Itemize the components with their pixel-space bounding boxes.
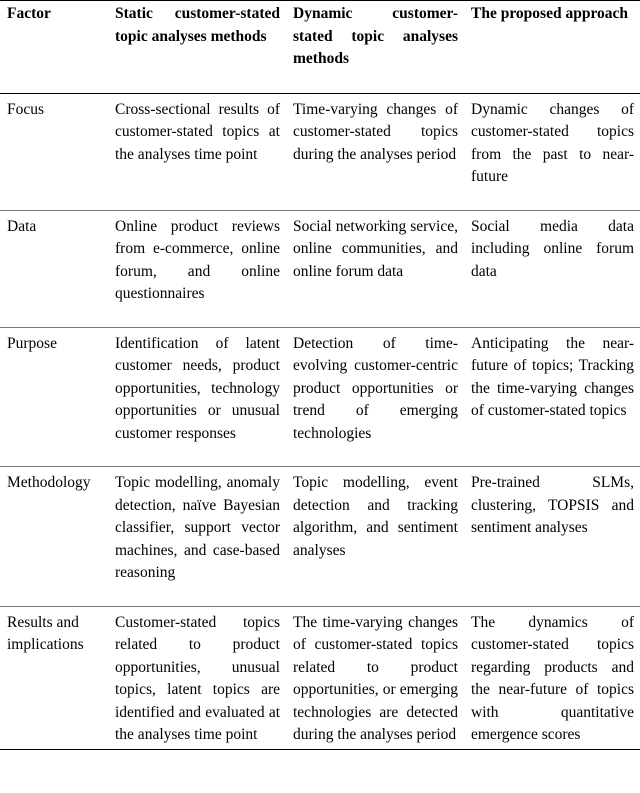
row-factor-cell: Purpose: [0, 327, 108, 467]
static-cell: Identification of latent customer needs, product opportunities, technology opportunities or unusual customer responses: [108, 327, 286, 467]
table-row: [0, 210, 640, 327]
header-row: [0, 1, 640, 94]
dynamic-cell: Detection of time-evolving customer-centric product opportunities or trend of emerging technologies: [286, 327, 464, 467]
header-proposed-approach: The proposed approach: [464, 1, 640, 94]
row-factor-cell: Data: [0, 210, 108, 327]
dynamic-cell: The time-varying changes of customer-stated topics related to product opportunities, or emerging technologies are detected during the analyses period: [286, 606, 464, 749]
proposed-cell: Social media data including online forum data: [464, 210, 640, 327]
table-row: [0, 327, 640, 467]
proposed-cell: Dynamic changes of customer-stated topics from the past to near-future: [464, 93, 640, 210]
header-factor: Factor: [0, 1, 108, 94]
dynamic-cell: Time-varying changes of customer-stated topics during the analyses period: [286, 93, 464, 210]
proposed-cell: Anticipating the near-future of topics; Tracking the time-varying changes of customer-stated topics: [464, 327, 640, 467]
static-cell: Customer-stated topics related to product opportunities, unusual topics, latent topics are identified and evaluated at the analyses time point: [108, 606, 286, 749]
dynamic-cell: Topic modelling, event detection and tracking algorithm, and sentiment analyses: [286, 467, 464, 607]
table-row: [0, 467, 640, 607]
header-dynamic-methods: Dynamic customer-stated topic analyses methods: [286, 1, 464, 94]
table-row: [0, 606, 640, 749]
static-cell: Topic modelling, anomaly detection, naïve Bayesian classifier, support vector machines, and case-based reasoning: [108, 467, 286, 607]
table-header: [0, 1, 640, 94]
proposed-cell: The dynamics of customer-stated topics regarding products and the near-future of topics with quantitative emergence scores: [464, 606, 640, 749]
row-factor-cell: Results and implications: [0, 606, 108, 749]
header-static-methods: Static customer-stated topic analyses methods: [108, 1, 286, 94]
dynamic-cell: Social networking service, online communities, and online forum data: [286, 210, 464, 327]
proposed-cell: Pre-trained SLMs, clustering, TOPSIS and sentiment analyses: [464, 467, 640, 607]
static-cell: Cross-sectional results of customer-stated topics at the analyses time point: [108, 93, 286, 210]
table-row: [0, 93, 640, 210]
row-factor-cell: Methodology: [0, 467, 108, 607]
static-cell: Online product reviews from e-commerce, online forum, and online questionnaires: [108, 210, 286, 327]
table-body: [0, 93, 640, 749]
row-factor-cell: Focus: [0, 93, 108, 210]
